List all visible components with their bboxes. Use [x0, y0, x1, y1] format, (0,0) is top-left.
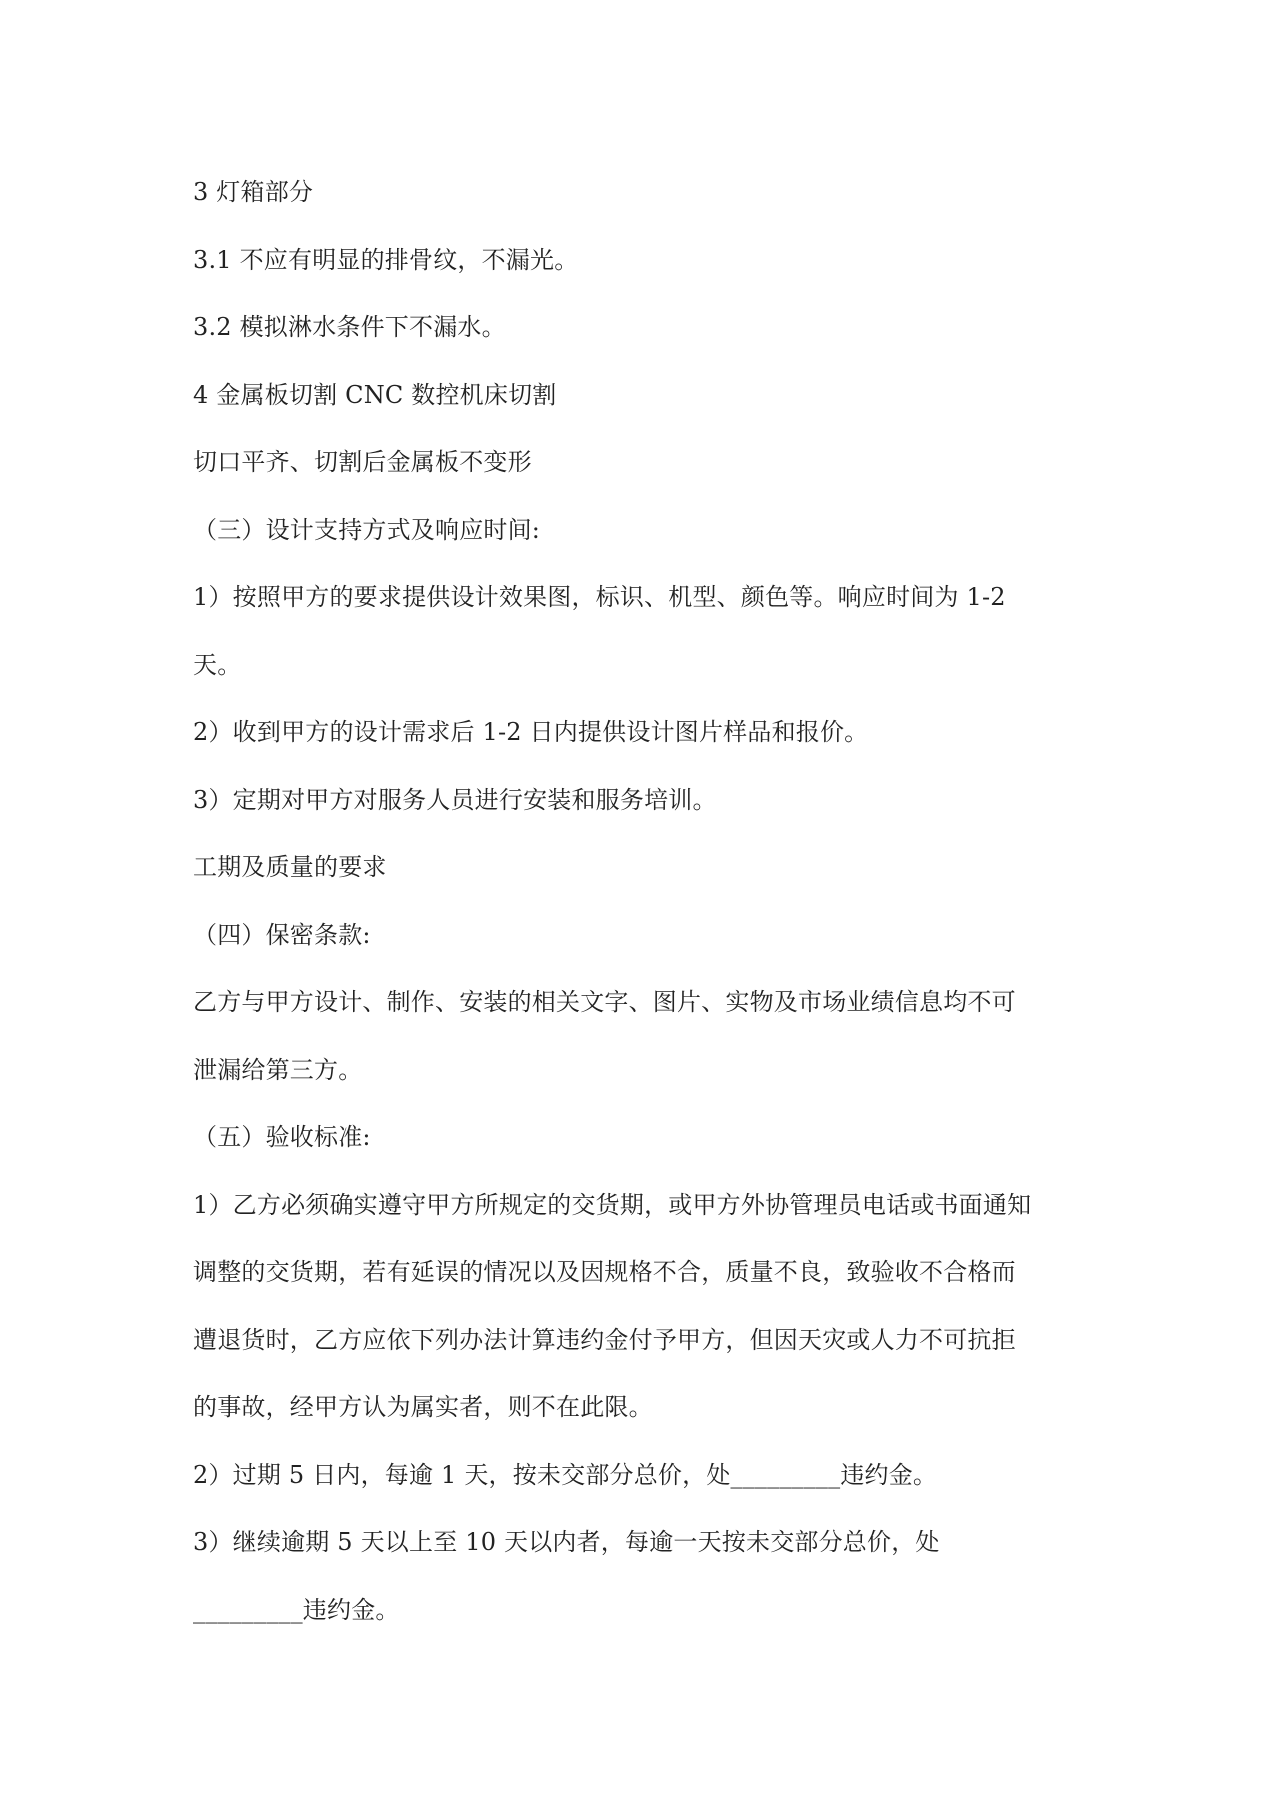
paragraph: 3.1 不应有明显的排骨纹，不漏光。 — [193, 245, 579, 274]
section-heading-confidentiality: （四）保密条款: — [193, 920, 371, 949]
paragraph: 调整的交货期，若有延误的情况以及因规格不合，质量不良，致验收不合格而 — [193, 1258, 1016, 1286]
paragraph: 遭退货时，乙方应依下列办法计算违约金付予甲方，但因天灾或人力不可抗拒 — [193, 1325, 1016, 1354]
paragraph: 2）收到甲方的设计需求后 1-2 日内提供设计图片样品和报价。 — [193, 718, 869, 746]
section-heading-metal-cutting: 4 金属板切割 CNC 数控机床切割 — [193, 380, 557, 409]
section-heading-acceptance: （五）验收标准: — [193, 1123, 371, 1151]
paragraph: 的事故，经甲方认为属实者，则不在此限。 — [193, 1393, 653, 1421]
paragraph: 泄漏给第三方。 — [193, 1055, 363, 1084]
paragraph: 1）按照甲方的要求提供设计效果图，标识、机型、颜色等。响应时间为 1-2 — [193, 583, 1006, 611]
paragraph: _________违约金。 — [193, 1595, 400, 1624]
paragraph: 2）过期 5 日内，每逾 1 天，按未交部分总价，处_________违约金。 — [193, 1460, 938, 1489]
section-heading-schedule-quality: 工期及质量的要求 — [193, 853, 387, 881]
paragraph: 乙方与甲方设计、制作、安装的相关文字、图片、实物及市场业绩信息均不可 — [193, 988, 1016, 1016]
paragraph: 3）继续逾期 5 天以上至 10 天以内者，每逾一天按未交部分总价，处 — [193, 1528, 940, 1556]
paragraph: 天。 — [193, 650, 242, 679]
section-heading-design-support: （三）设计支持方式及响应时间: — [193, 515, 541, 544]
section-heading-lightbox: 3 灯箱部分 — [193, 178, 314, 206]
paragraph: 1）乙方必须确实遵守甲方所规定的交货期，或甲方外协管理员电话或书面通知 — [193, 1190, 1032, 1219]
paragraph: 3.2 模拟淋水条件下不漏水。 — [193, 313, 506, 341]
paragraph: 切口平齐、切割后金属板不变形 — [193, 448, 532, 476]
paragraph: 3）定期对甲方对服务人员进行安装和服务培训。 — [193, 785, 717, 814]
document-body — [193, 159, 1093, 1644]
